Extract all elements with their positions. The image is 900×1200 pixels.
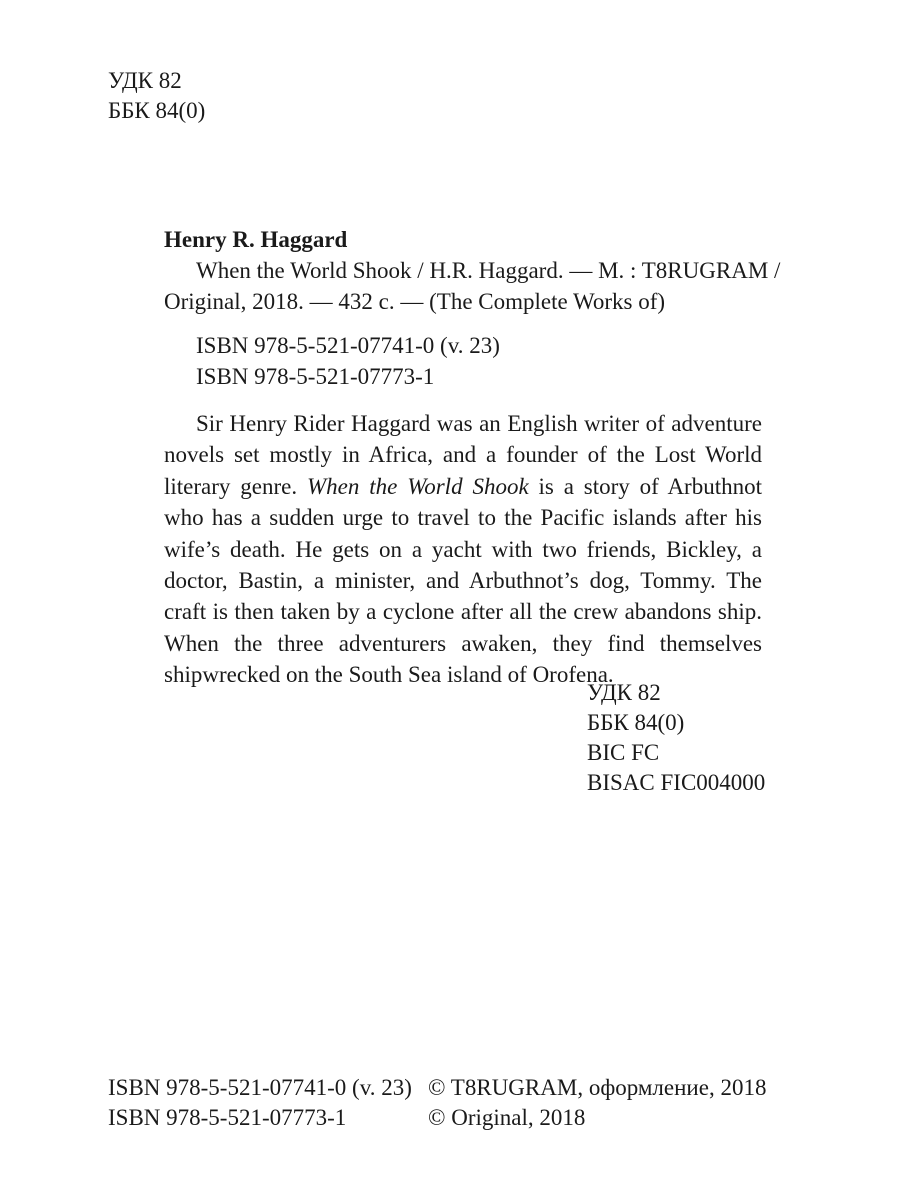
classification-codes [587,678,765,798]
footer-isbn-copyright [108,1072,788,1132]
annotation-summary: is a story of Arbuthnot who has a sudden urge to travel to the Pacific islands after his wife’s death. He gets on a yacht with two friends, Bickley, a doctor, Bastin, a minister, and Arbuthnot’s dog, Tommy. The craft is then taken by a cyclone after all the crew abandons ship. When the three adventurers awaken, they find themselves shipwrecked on the South Sea island of Orofena. [164,473,762,688]
annotation-intro: Sir Henry Rider Haggard was an English writer of adventure novels set mostly in Africa, and a founder of the Lost World literary genre. [164,411,762,499]
annotation-paragraph [164,408,762,691]
udk-code-right: УДК 82 [587,680,661,705]
footer-isbn-volume: ISBN 978-5-521-07741-0 (v. 23) [108,1075,412,1100]
bbk-code-right: ББК 84(0) [587,710,685,735]
catalog-publication-line: Original, 2018. — 432 с. — (The Complete Works of) [164,289,666,314]
top-classification-codes [108,66,205,126]
catalog-title-line: When the World Shook / H.R. Haggard. — M. : T8RUGRAM / [196,258,781,283]
footer-isbn-set: ISBN 978-5-521-07773-1 [108,1105,347,1130]
isbn-set: ISBN 978-5-521-07773-1 [196,364,435,389]
isbn-block [196,330,500,392]
author-name: Henry R. Haggard [164,227,348,252]
footer-row-1 [108,1072,788,1102]
annotation-book-title: When the World Shook [306,473,529,499]
copyright-publisher: © T8RUGRAM, оформление, 2018 [428,1075,767,1100]
footer-row-2 [108,1102,788,1132]
catalog-entry [164,224,781,317]
bic-code: BIC FC [587,740,660,765]
udk-code: УДК 82 [108,68,182,93]
bbk-code: ББК 84(0) [108,98,206,123]
bisac-code: BISAC FIC004000 [587,770,766,795]
copyright-original: © Original, 2018 [428,1105,586,1130]
isbn-volume: ISBN 978-5-521-07741-0 (v. 23) [196,333,500,358]
